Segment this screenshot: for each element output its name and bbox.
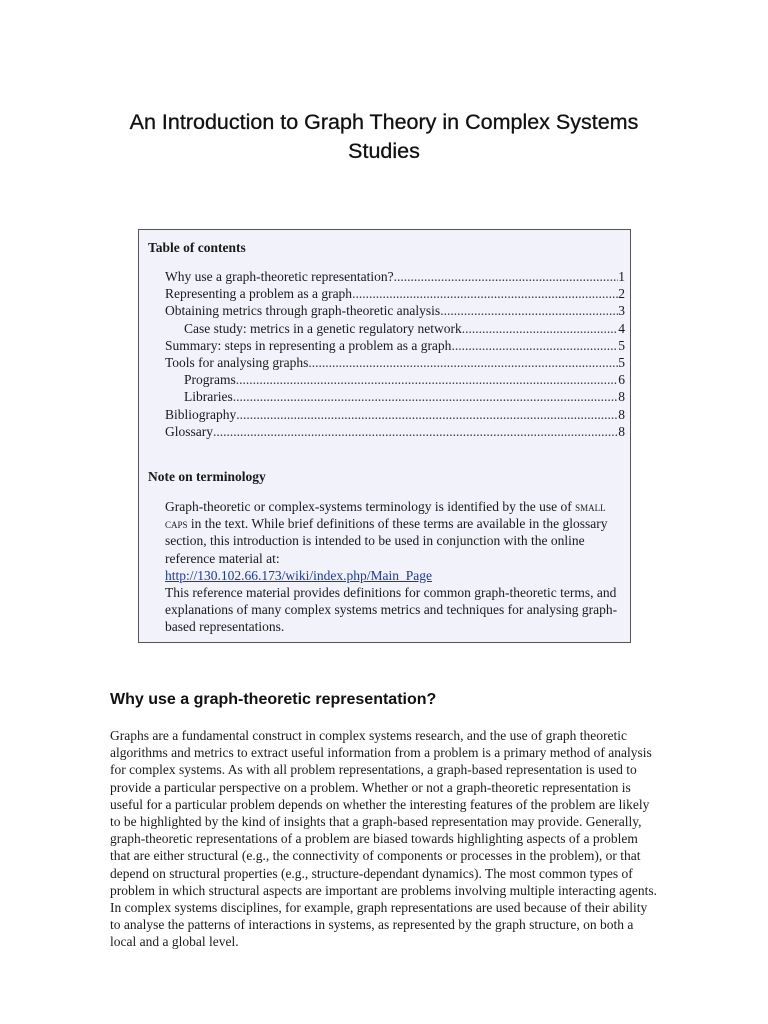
toc-page-number: 3 [618,303,625,319]
toc-entry[interactable]: Glossary ..... 8 [165,423,625,440]
body-paragraph: Graphs are a fundamental construct in complex systems research, and the use of graph theoretic algorithms and metrics to extract useful information from a problem is a primary method of analysis for complex systems. As with all problem representations, a graph-based representation is used to provide a particular perspective on a problem. Whether or not a graph-theoretic representation is useful for a particular problem depends on whether the interesting features of the problem are likely to be highlighted by the kind of insights that a graph-based representation may provide. Generally, graph-theoretic representations of a problem are biased towards highlighting aspects of a problem that are either structural (e.g., the connectivity of components or processes in the problem), or that depend on structural properties (e.g., structure-dependant dynamics). The most common types of problem in which structural aspects are important are problems involving multiple interacting agents. In complex systems disciplines, for example, graph representations are used because of their ability to analyse the patterns of interactions in systems, as represented by the graph structure, on both a local and a global level. [110,728,657,950]
toc-entry[interactable]: Case study: metrics in a genetic regulatory network ..... 4 [165,320,625,337]
toc-entry[interactable]: Summary: steps in representing a problem as a graph ..... 5 [165,337,625,354]
section-heading: Why use a graph-theoretic representation? [110,691,437,708]
toc-entry[interactable]: Obtaining metrics through graph-theoretic analysis ..... 3 [165,302,625,319]
contents-box [138,229,631,643]
toc-entry[interactable]: Programs ..... 6 [165,371,625,388]
toc-page-number: 8 [618,389,625,405]
toc-page-number: 2 [618,286,625,302]
toc-entry[interactable]: Why use a graph-theoretic representation? ..... 1 [165,268,625,285]
terminology-note: Graph-theoretic or complex-systems terminology is identified by the use of small caps in the text. While brief definitions of these terms are available in the glossary section, this introduction is intended to be used in conjunction with the online reference material at: http://130.102.66.173/wiki/index.php/Main_Page This reference material provides definitions for common graph-theoretic terms, and explanations of many complex systems metrics and techniques for analysing graph-based representations. [165,499,618,635]
toc-page-number: 1 [618,269,625,284]
toc-page-number: 5 [618,337,625,353]
reference-link[interactable]: http://130.102.66.173/wiki/index.php/Main_Page [165,567,432,583]
toc-entry[interactable]: Tools for analysing graphs ..... 5 [165,354,625,371]
small-caps-example: small caps [165,499,606,532]
toc-page-number: 6 [618,372,625,388]
note-heading: Note on terminology [148,469,266,484]
toc-entry[interactable]: Bibliography ..... 8 [165,406,625,423]
toc-page-number: 4 [618,320,625,336]
document-title: An Introduction to Graph Theory in Complex Systems Studies [129,110,639,163]
toc-entry[interactable]: Libraries ..... 8 [165,388,625,405]
toc-heading: Table of contents [148,240,246,255]
toc-page-number: 8 [618,406,625,422]
toc-entry[interactable]: Representing a problem as a graph ..... 2 [165,285,625,302]
toc-page-number: 5 [618,354,625,370]
toc-list [165,268,625,440]
toc-page-number: 8 [618,423,625,439]
